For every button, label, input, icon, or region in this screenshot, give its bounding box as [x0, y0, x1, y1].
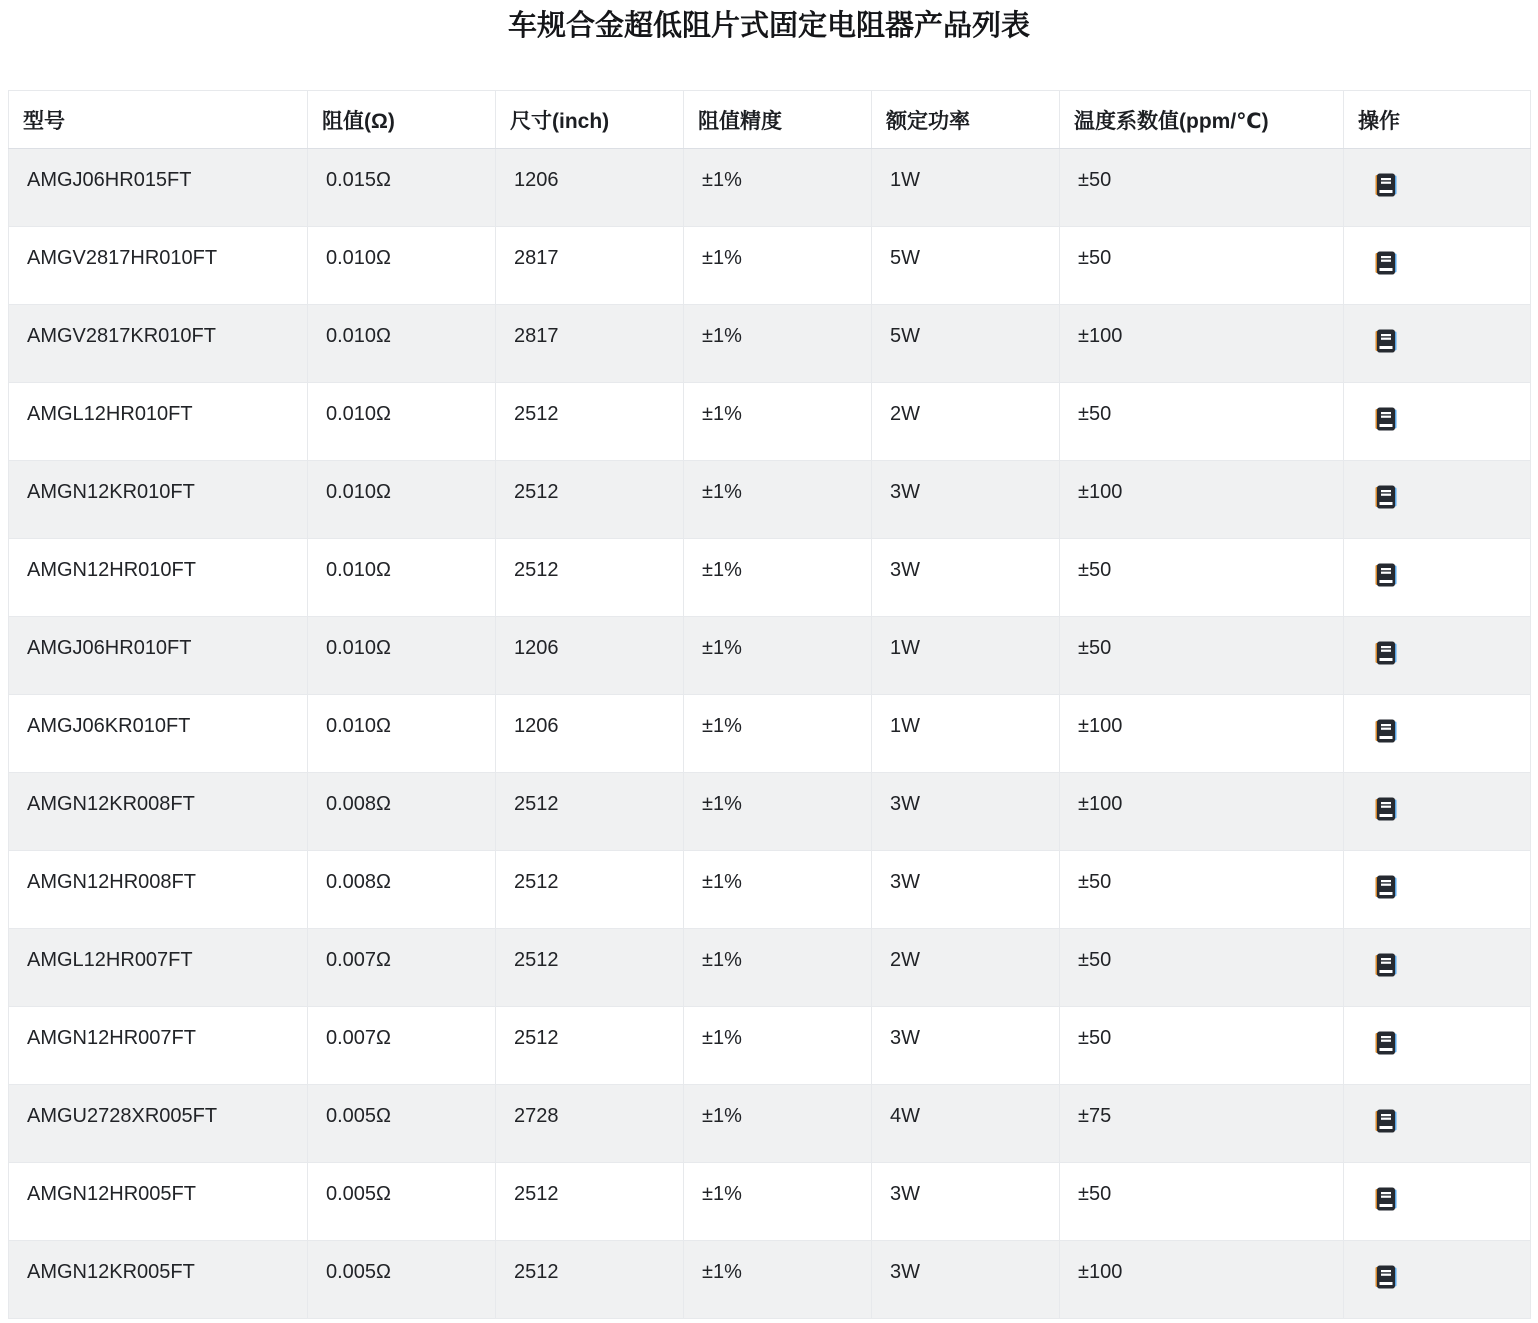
cell-tolerance: ±1%: [684, 695, 872, 773]
cell-action: [1344, 461, 1531, 539]
column-header-tolerance: 阻值精度: [684, 91, 872, 149]
cell-tcr: ±100: [1060, 461, 1344, 539]
cell-tolerance: ±1%: [684, 305, 872, 383]
cell-resistance: 0.010Ω: [308, 695, 496, 773]
table-row: [9, 149, 1531, 227]
view-doc-button[interactable]: [1375, 251, 1397, 275]
column-header-resistance: 阻值(Ω): [308, 91, 496, 149]
cell-tcr: ±50: [1060, 1163, 1344, 1241]
cell-action: [1344, 1163, 1531, 1241]
view-doc-button[interactable]: [1375, 407, 1397, 431]
cell-resistance: 0.010Ω: [308, 305, 496, 383]
view-doc-button[interactable]: [1375, 875, 1397, 899]
product-table: [8, 90, 1531, 1319]
page-title: 车规合金超低阻片式固定电阻器产品列表: [507, 10, 1030, 42]
column-header-size: 尺寸(inch): [496, 91, 684, 149]
cell-action: [1344, 227, 1531, 305]
cell-action: [1344, 1241, 1531, 1319]
cell-resistance: 0.007Ω: [308, 929, 496, 1007]
notebook-icon: [1375, 1031, 1397, 1055]
cell-tolerance: ±1%: [684, 1007, 872, 1085]
cell-tolerance: ±1%: [684, 149, 872, 227]
cell-power: 4W: [872, 1085, 1060, 1163]
cell-resistance: 0.007Ω: [308, 1007, 496, 1085]
cell-model: AMGV2817HR010FT: [9, 227, 308, 305]
cell-resistance: 0.005Ω: [308, 1241, 496, 1319]
cell-model: AMGN12HR008FT: [9, 851, 308, 929]
cell-model: AMGN12KR010FT: [9, 461, 308, 539]
cell-tolerance: ±1%: [684, 929, 872, 1007]
cell-size: 2512: [496, 1007, 684, 1085]
cell-model: AMGL12HR010FT: [9, 383, 308, 461]
view-doc-button[interactable]: [1375, 953, 1397, 977]
cell-size: 2512: [496, 1241, 684, 1319]
view-doc-button[interactable]: [1375, 329, 1397, 353]
table-row: [9, 617, 1531, 695]
cell-tolerance: ±1%: [684, 1163, 872, 1241]
cell-tcr: ±50: [1060, 851, 1344, 929]
cell-tcr: ±75: [1060, 1085, 1344, 1163]
cell-model: AMGN12HR007FT: [9, 1007, 308, 1085]
view-doc-button[interactable]: [1375, 797, 1397, 821]
cell-power: 2W: [872, 929, 1060, 1007]
cell-resistance: 0.010Ω: [308, 383, 496, 461]
view-doc-button[interactable]: [1375, 1109, 1397, 1133]
cell-size: 2728: [496, 1085, 684, 1163]
cell-power: 3W: [872, 461, 1060, 539]
notebook-icon: [1375, 1187, 1397, 1211]
table-row: [9, 227, 1531, 305]
cell-action: [1344, 773, 1531, 851]
cell-tolerance: ±1%: [684, 1085, 872, 1163]
cell-size: 2512: [496, 1163, 684, 1241]
table-row: [9, 539, 1531, 617]
cell-power: 2W: [872, 383, 1060, 461]
notebook-icon: [1375, 485, 1397, 509]
cell-power: 5W: [872, 227, 1060, 305]
cell-action: [1344, 1007, 1531, 1085]
cell-resistance: 0.010Ω: [308, 461, 496, 539]
cell-action: [1344, 851, 1531, 929]
cell-size: 2512: [496, 929, 684, 1007]
cell-resistance: 0.005Ω: [308, 1085, 496, 1163]
cell-size: 1206: [496, 617, 684, 695]
cell-size: 2512: [496, 773, 684, 851]
notebook-icon: [1375, 563, 1397, 587]
cell-power: 1W: [872, 149, 1060, 227]
cell-tcr: ±100: [1060, 305, 1344, 383]
view-doc-button[interactable]: [1375, 1031, 1397, 1055]
notebook-icon: [1375, 407, 1397, 431]
cell-size: 2512: [496, 461, 684, 539]
cell-model: AMGN12HR005FT: [9, 1163, 308, 1241]
table-row: [9, 1085, 1531, 1163]
cell-size: 1206: [496, 695, 684, 773]
cell-power: 3W: [872, 1007, 1060, 1085]
cell-power: 1W: [872, 695, 1060, 773]
table-row: [9, 1163, 1531, 1241]
table-row: [9, 851, 1531, 929]
view-doc-button[interactable]: [1375, 485, 1397, 509]
cell-power: 5W: [872, 305, 1060, 383]
cell-tcr: ±100: [1060, 1241, 1344, 1319]
notebook-icon: [1375, 251, 1397, 275]
cell-resistance: 0.015Ω: [308, 149, 496, 227]
cell-tcr: ±50: [1060, 539, 1344, 617]
cell-size: 1206: [496, 149, 684, 227]
view-doc-button[interactable]: [1375, 719, 1397, 743]
cell-resistance: 0.010Ω: [308, 539, 496, 617]
view-doc-button[interactable]: [1375, 1265, 1397, 1289]
cell-power: 3W: [872, 1163, 1060, 1241]
cell-power: 3W: [872, 1241, 1060, 1319]
cell-model: AMGU2728XR005FT: [9, 1085, 308, 1163]
cell-tcr: ±50: [1060, 929, 1344, 1007]
cell-action: [1344, 617, 1531, 695]
cell-tcr: ±50: [1060, 1007, 1344, 1085]
table-header-row: [9, 91, 1531, 149]
notebook-icon: [1375, 797, 1397, 821]
cell-model: AMGJ06HR015FT: [9, 149, 308, 227]
cell-resistance: 0.010Ω: [308, 227, 496, 305]
table-row: [9, 461, 1531, 539]
column-header-tcr: 温度系数值(ppm/℃): [1060, 91, 1344, 149]
cell-model: AMGN12KR008FT: [9, 773, 308, 851]
cell-action: [1344, 1085, 1531, 1163]
cell-action: [1344, 149, 1531, 227]
cell-tolerance: ±1%: [684, 539, 872, 617]
cell-power: 3W: [872, 773, 1060, 851]
view-doc-button[interactable]: [1375, 641, 1397, 665]
view-doc-button[interactable]: [1375, 563, 1397, 587]
cell-tcr: ±100: [1060, 773, 1344, 851]
cell-size: 2512: [496, 539, 684, 617]
cell-model: AMGJ06KR010FT: [9, 695, 308, 773]
notebook-icon: [1375, 329, 1397, 353]
notebook-icon: [1375, 719, 1397, 743]
notebook-icon: [1375, 953, 1397, 977]
cell-tolerance: ±1%: [684, 383, 872, 461]
table-row: [9, 929, 1531, 1007]
cell-action: [1344, 695, 1531, 773]
cell-tolerance: ±1%: [684, 773, 872, 851]
column-header-power: 额定功率: [872, 91, 1060, 149]
cell-tolerance: ±1%: [684, 461, 872, 539]
table-row: [9, 1241, 1531, 1319]
table-row: [9, 773, 1531, 851]
cell-action: [1344, 383, 1531, 461]
cell-size: 2512: [496, 383, 684, 461]
table-row: [9, 695, 1531, 773]
table-row: [9, 1007, 1531, 1085]
cell-power: 3W: [872, 851, 1060, 929]
cell-model: AMGV2817KR010FT: [9, 305, 308, 383]
notebook-icon: [1375, 875, 1397, 899]
cell-tcr: ±50: [1060, 383, 1344, 461]
cell-tcr: ±100: [1060, 695, 1344, 773]
cell-tcr: ±50: [1060, 227, 1344, 305]
cell-resistance: 0.010Ω: [308, 617, 496, 695]
cell-action: [1344, 929, 1531, 1007]
cell-model: AMGL12HR007FT: [9, 929, 308, 1007]
cell-resistance: 0.008Ω: [308, 851, 496, 929]
view-doc-button[interactable]: [1375, 173, 1397, 197]
notebook-icon: [1375, 1265, 1397, 1289]
cell-tolerance: ±1%: [684, 227, 872, 305]
table-row: [9, 383, 1531, 461]
notebook-icon: [1375, 173, 1397, 197]
cell-power: 3W: [872, 539, 1060, 617]
cell-power: 1W: [872, 617, 1060, 695]
cell-model: AMGN12KR005FT: [9, 1241, 308, 1319]
cell-action: [1344, 539, 1531, 617]
column-header-action: 操作: [1344, 91, 1531, 149]
cell-size: 2512: [496, 851, 684, 929]
notebook-icon: [1375, 1109, 1397, 1133]
notebook-icon: [1375, 641, 1397, 665]
cell-action: [1344, 305, 1531, 383]
cell-size: 2817: [496, 227, 684, 305]
cell-model: AMGN12HR010FT: [9, 539, 308, 617]
cell-resistance: 0.005Ω: [308, 1163, 496, 1241]
cell-tolerance: ±1%: [684, 851, 872, 929]
cell-resistance: 0.008Ω: [308, 773, 496, 851]
cell-tolerance: ±1%: [684, 617, 872, 695]
product-table-container: [8, 90, 1530, 1319]
cell-tcr: ±50: [1060, 149, 1344, 227]
cell-size: 2817: [496, 305, 684, 383]
column-header-model: 型号: [9, 91, 308, 149]
table-row: [9, 305, 1531, 383]
cell-tolerance: ±1%: [684, 1241, 872, 1319]
view-doc-button[interactable]: [1375, 1187, 1397, 1211]
cell-model: AMGJ06HR010FT: [9, 617, 308, 695]
cell-tcr: ±50: [1060, 617, 1344, 695]
